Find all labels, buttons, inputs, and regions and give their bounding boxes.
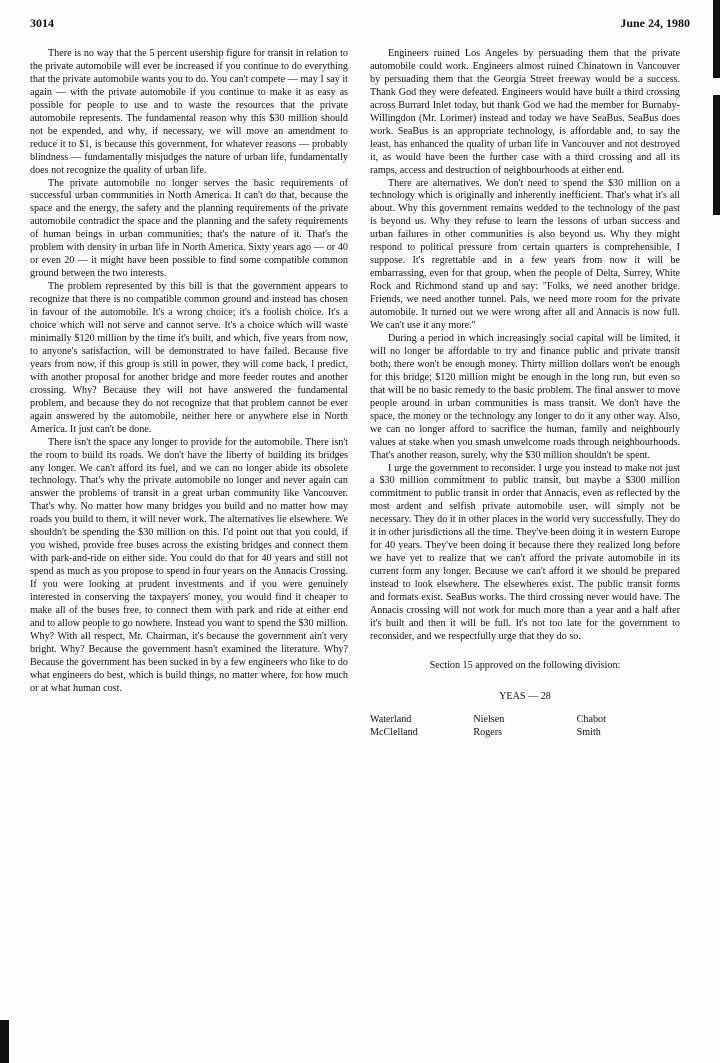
- paragraph: I urge the government to reconsider. I urge you instead to make not just a $30 million commitment to public transit, but maybe a $300 million commitment to public transit in order that Annacis, even as reflected by the most ardent and selfish private automobile user, will simply not be necessary. They do it in other places in the world very successfully. They do it in other jurisdictions all the time. They've been doing it in western Europe for 40 years. They've been doing it because there they realized long before we have yet to realize that we can't afford the private automobile in its current form any longer. Because we can't afford it we should be prepared instead to look elsewhere. The elsewheres exist. The public transit forms and formats exist. SeaBus works. The third crossing never would have. The Annacis crossing will not work for much more than a year and a half after it's built and then it will be full. It's not too late for the government to reconsider, and we respectfully urge that they do so.: [370, 462, 680, 642]
- paragraph: The private automobile no longer serves the basic requirements of successful urban communities in North America. It can't do that, because the space and the energy, the safety and the planning requirements of the private automobile contradict the space and the planning and the safety requirements of human beings in urban communities; that's the nature of it. That's the problem with density in urban life in North America. Sixty years ago — or 40 or even 20 — it might have been possible to find some compatible common ground between the two interests.: [30, 177, 348, 280]
- member-names: [370, 714, 680, 740]
- member-name: Rogers: [473, 726, 503, 738]
- page-date: June 24, 1980: [620, 16, 690, 30]
- member-name: Chabot: [576, 713, 606, 725]
- paragraph: During a period in which increasingly social capital will be limited, it will no longer be affordable to try and finance public and private transit both; there won't be enough money. Thirty million dollars won't be enough for this bridge; $120 million might be enough in the long run, but even so that will be no basic remedy to the basic problem. The final answer to move people around in urban communities is mass transit. We don't have the space, the money or the technology any longer to do it any other way. Also, we can no longer afford to sacrifice the human, family and neighbourly values at stake when you smash unwelcome roads through neighbourhoods. That's another reason, surely, why the $30 million shouldn't be spent.: [370, 332, 680, 461]
- scan-edge-mark: [713, 0, 720, 78]
- yeas-heading: YEAS — 28: [499, 690, 551, 702]
- left-column: [30, 48, 348, 696]
- scan-edge-mark: [0, 1020, 9, 1063]
- member-name: McClelland: [370, 726, 418, 738]
- member-name: Smith: [576, 726, 601, 738]
- paragraph: The problem represented by this bill is that the government appears to recognize that there is no compatible common ground and instead has chosen in favour of the automobile. It's a wrong choice; it's a foolish choice. It's a choice which will not serve and cannot serve. It's a choice which will waste minimally $120 million by the time it's built, and which, five years from now, to anyone's satisfaction, will be demonstrated to have failed. Because five years from now, if this group is still in power, they will come back, I predict, with another proposal for another bridge and more feeder routes and another crossing. Why? Because they will not have answered the fundamental problem, and because they do not recognize that that problem cannot be ever again answered by the automobile, neither here or anywhere else in North America. It just can't be done.: [30, 281, 348, 435]
- page-number: 3014: [30, 16, 54, 30]
- paragraph: There isn't the space any longer to provide for the automobile. There isn't the room to build its roads. We don't have the liberty of building its bridges any longer. We can't afford its fuel, and we can no longer abide its obsolete technology. That's why the private automobile no longer and never again can answer the problems of transit in a great urban community like Vancouver. That's why. No matter how many bridges you build and no matter how may roads you build to them, it will never work. The alternatives lie elsewhere. We shouldn't be spending the $30 million on this. I'd point out that you could, if you wished, provide free buses across the existing bridges and connect them with park-and-ride on either side. You could do that for 40 years and still not spend as much as you propose to spend in four years on the Annacis Crossing. If you were looking at prudent investments and if you were genuinely interested in conserving the taxpayers' money, you would find it cheaper to make all of the buses free, to connect them with park and ride at either end and to allow people to go nowhere. Instead you want to spend the $30 million. Why? With all respect, Mr. Chairman, it's because the government ain't very bright. Why? Because the government hasn't examined the literature. Why? Because the government has been sucked in by a few engineers who like to do what engineers do best, which is build things, no matter where, for how much or at what human cost.: [30, 436, 348, 694]
- paragraph: Engineers ruined Los Angeles by persuading them that the private automobile could work. Engineers almost ruined Chinatown in Vancouver by persuading them that the Georgia Street freeway would be a success. Thank God they were defeated. Engineers would have built a third crossing across Burrard Inlet today, but thank God we had the member for Burnaby-Willingdon (Mr. Lorimer) instead and today we have SeaBus. SeaBus does work. SeaBus is an appropriate technology, is affordable and, to say the least, has enhanced the quality of urban life in Vancouver and not destroyed it, as would have been the further case with a third crossing and all its ramps, access and destruction of neighbourhoods at either end.: [370, 48, 680, 176]
- member-name: Waterland: [370, 713, 412, 725]
- paragraph: There is no way that the 5 percent usership figure for transit in relation to the private automobile will ever be increased if you continue to do everything that the private automobile wants you to do. You can't compete — may I say it again — with the private automobile if you continue to make it as easy as possible for people to use and to waste the resources that the private automobile represents. The fundamental reason why this $30 million should not be expended, and why, if necessary, we will move an amendment to reduce it to $1, is because this government, for whatever reasons — probably blindness — fundamentally misjudges the nature of urban life, fundamentally does not recognize the quality of urban life.: [30, 48, 348, 176]
- paragraph: There are alternatives. We don't need to spend the $30 million on a technology which is originally and inherently inefficient. That's what it's all about. Why this government remains wedded to the technology of the past is beyond us. Why they refuse to learn the lessons of urban success and urban failures in other communities is also beyond us. Why they might respond to political pressure from certain quarters is comprehensible, I suppose. It's regrettable and in a few years from now it will be embarrassing, even for that group, when the people of Delta, Surrey, White Rock and Richmond stand up and say: "Folks, we need another bridge. Friends, we need another tunnel. Pals, we need more room for the private automobile. It turned out we were wrong after all and Annacis is now full. We can't use it any more.": [370, 177, 680, 332]
- member-name: Nielsen: [473, 713, 505, 725]
- division-statement: Section 15 approved on the following division:: [429, 659, 621, 671]
- right-column: [370, 48, 680, 740]
- scan-edge-mark: [713, 95, 720, 215]
